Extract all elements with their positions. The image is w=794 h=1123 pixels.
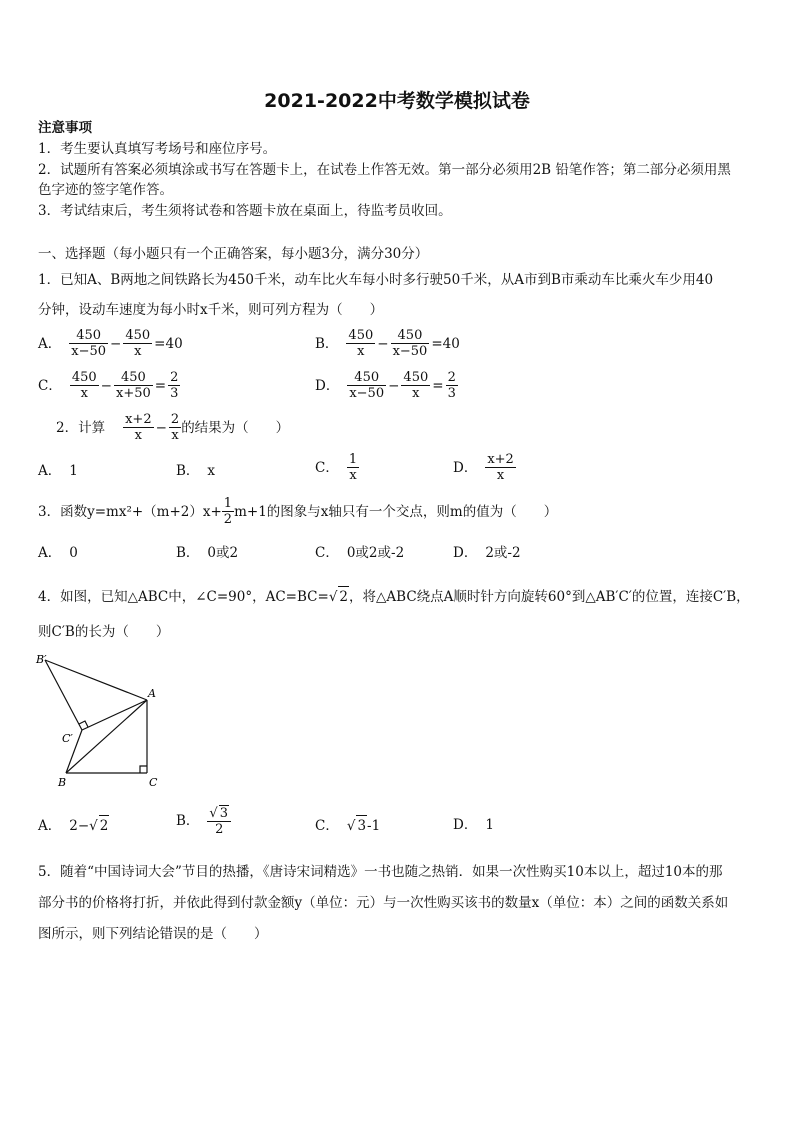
notice-item: 2．试题所有答案必须填涂或书写在答题卡上，在试卷上作答无效。第一部分必须用2B 铅笔作答；第二部分必须用黑	[38, 162, 731, 178]
page-title: 2021-2022中考数学模拟试卷	[264, 90, 530, 112]
fraction: $\frac{1}{x}$	[348, 452, 358, 483]
q3-stem: 3．函数y=mx²+（m+2）x+ $\frac{1}{2}$ m+1的图象与x轴只有一个交点，则m的值为（ ）	[38, 496, 558, 527]
q4-option-a[interactable]: A． 2− √ 2	[38, 815, 109, 836]
section-heading: 一、选择题（每小题只有一个正确答案，每小题3分，满分30分）	[38, 246, 429, 262]
label-b-prime: B′	[36, 653, 47, 666]
fraction: $\frac{450}{x}$	[348, 328, 374, 359]
option-label: A．	[38, 335, 62, 352]
fraction: $\frac{450}{x-50}$	[71, 328, 107, 359]
fraction: $\frac{450}{x-50}$	[349, 370, 385, 401]
q4-stem-line2: 则C′B的长为（ ）	[38, 624, 170, 640]
q5-stem-line1: 5．随着“中国诗词大会”节目的热播，《唐诗宋词精选》一书也随之热销．如果一次性购买10本以上，超过10本的那	[38, 864, 723, 880]
q3-option-c[interactable]: C． 0或2或-2	[315, 545, 405, 561]
q1-stem-line2: 分钟，设动车速度为每小时x千米，则可列方程为（ ）	[38, 302, 384, 318]
notice-item: 色字迹的签字笔作答。	[38, 182, 173, 198]
fraction: $\frac{1}{2}$	[223, 496, 233, 527]
segment-b-prime-c-prime	[45, 660, 82, 730]
notice-item: 3．考试结束后，考生须将试卷和答题卡放在桌面上，待监考员收回。	[38, 203, 452, 219]
label-c-prime: C′	[62, 732, 73, 745]
q2-option-a[interactable]: A． 1	[38, 463, 78, 479]
q2-option-d[interactable]: D． $\frac{x+2}{x}$	[453, 452, 514, 483]
fraction: $\frac{x+2}{x}$	[125, 412, 152, 443]
fraction: $\frac{√ 3}{2}$	[207, 805, 231, 837]
q4-option-d[interactable]: D． 1	[453, 817, 494, 833]
fraction: $\frac{450}{x}$	[71, 370, 97, 401]
q3-option-b[interactable]: B． 0或2	[176, 545, 239, 561]
notice-heading: 注意事项	[38, 120, 92, 136]
label-a: A	[148, 687, 156, 700]
label-c: C	[149, 776, 158, 789]
q4-option-c[interactable]: C． √ 3 -1	[315, 815, 380, 836]
q4-stem-line1: 4．如图，已知△ABC中，∠C=90°，AC=BC= √ 2 ，将△ABC绕点A顺时针方向旋转60°到△AB′C′的位置，连接C′B，	[38, 586, 750, 607]
q1-option-c[interactable]: C． $\frac{450}{x}$ − $\frac{450}{x+50}$ = $\frac{2}{3}$	[38, 370, 179, 401]
q2-stem: 2．计算 $\frac{x+2}{x}$ − $\frac{2}{x}$ 的结果为（ ）	[56, 412, 290, 443]
fraction: $\frac{2}{x}$	[170, 412, 180, 443]
q5-stem-line3: 图所示，则下列结论错误的是（ ）	[38, 926, 268, 942]
segment-b-a	[66, 700, 147, 773]
q5-stem-line2: 部分书的价格将打折，并依此得到付款金额y（单位：元）与一次性购买该书的数量x（单位：本）之间的函数关系如	[38, 895, 729, 911]
option-label: D．	[315, 377, 340, 394]
option-label: B．	[315, 335, 339, 352]
fraction: $\frac{x+2}{x}$	[487, 452, 514, 483]
q4-option-b[interactable]: B． $\frac{√ 3}{2}$	[176, 805, 231, 837]
fraction: $\frac{2}{3}$	[170, 370, 179, 401]
q3-option-a[interactable]: A． 0	[38, 545, 78, 561]
q1-stem-line1: 1．已知A、B两地之间铁路长为450千米，动车比火车每小时多行驶50千米，从A市到B市乘动车比乘火车少用40	[38, 272, 714, 288]
q1-option-a[interactable]: A． $\frac{450}{x-50}$ − $\frac{450}{x}$ =40	[38, 328, 183, 359]
right-angle-mark-c	[140, 766, 147, 773]
fraction: $\frac{450}{x}$	[403, 370, 429, 401]
q1-option-d[interactable]: D． $\frac{450}{x-50}$ − $\frac{450}{x}$ = $\frac{2}{3}$	[315, 370, 456, 401]
q2-option-c[interactable]: C． $\frac{1}{x}$	[315, 452, 358, 483]
triangle-figure	[30, 650, 170, 795]
q3-option-d[interactable]: D． 2或-2	[453, 545, 521, 561]
option-label: C．	[38, 377, 62, 394]
label-b: B	[58, 776, 67, 789]
fraction: $\frac{2}{3}$	[447, 370, 456, 401]
notice-item: 1．考生要认真填写考场号和座位序号。	[38, 141, 277, 157]
fraction: $\frac{450}{x-50}$	[392, 328, 428, 359]
segment-c-prime-a	[82, 700, 147, 730]
fraction: $\frac{450}{x+50}$	[115, 370, 151, 401]
fraction: $\frac{450}{x}$	[125, 328, 151, 359]
segment-b-prime-a	[45, 660, 147, 700]
q2-option-b[interactable]: B． x	[176, 463, 216, 479]
q1-option-b[interactable]: B． $\frac{450}{x}$ − $\frac{450}{x-50}$ =40	[315, 328, 460, 359]
